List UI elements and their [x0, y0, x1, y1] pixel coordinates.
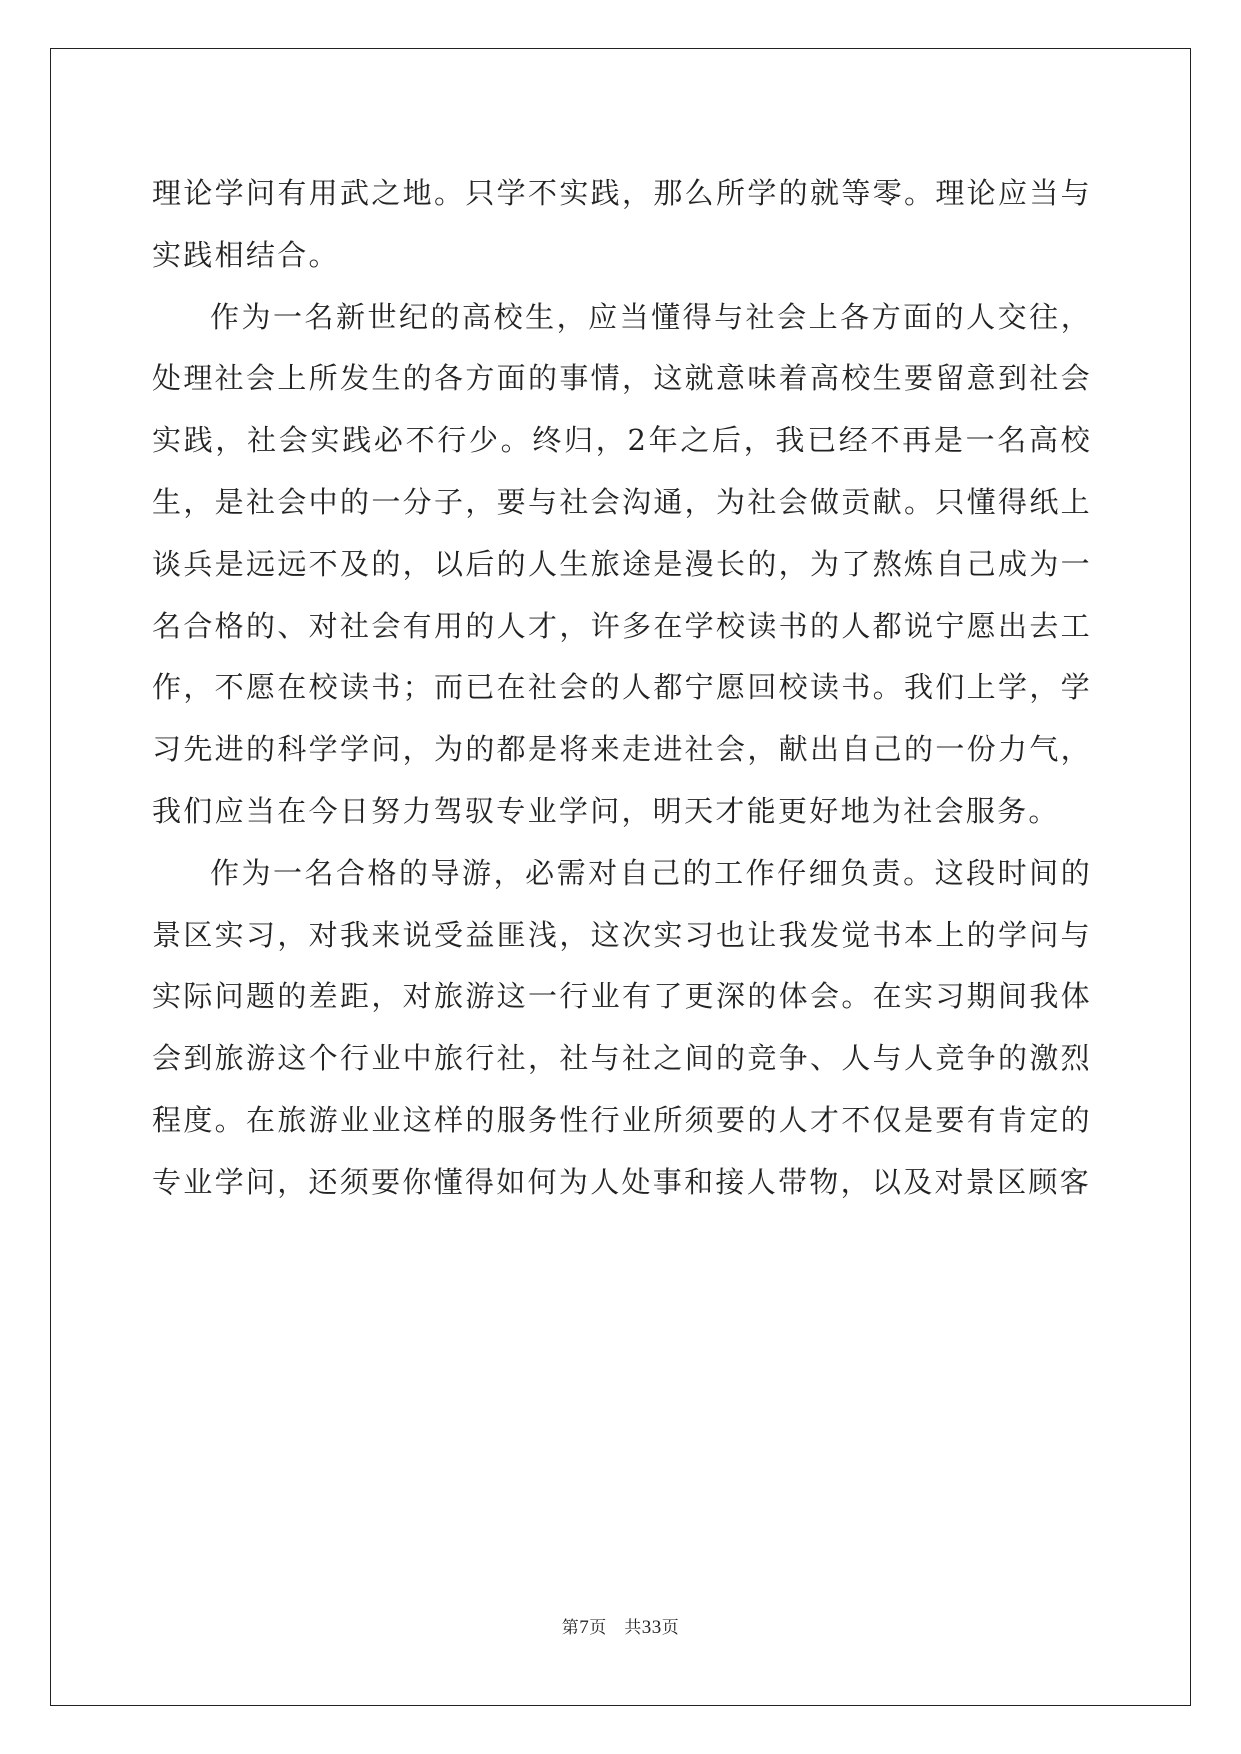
paragraph-2: 作为一名新世纪的高校生，应当懂得与社会上各方面的人交往，处理社会上所发生的各方面的事情，这就意味着高校生要留意到社会实践，社会实践必不行少。终归，2年之后，我已经不再是一名高校生，是社会中的一分子，要与社会沟通，为社会做贡献。只懂得纸上谈兵是远远不及的，以后的人生旅途是漫长的，为了熬炼自己成为一名合格的、对社会有用的人才，许多在学校读书的人都说宁愿出去工作，不愿在校读书；而已在社会的人都宁愿回校读书。我们上学，学习先进的科学学问，为的都是将来走进社会，献出自己的一份力气，我们应当在今日努力驾驭专业学问，明天才能更好地为社会服务。 — [152, 299, 1092, 828]
footer-suffix: 页 — [661, 1618, 680, 1638]
current-page-number: 7 — [579, 1617, 590, 1638]
paragraph-3: 作为一名合格的导游，必需对自己的工作仔细负责。这段时间的景区实习，对我来说受益匪浅，这次实习也让我发觉书本上的学问与实际问题的差距，对旅游这一行业有了更深的体会。在实习期间我体会到旅游这个行业中旅行社，社与社之间的竞争、人与人竞争的激烈程度。在旅游业业这样的服务性行业所须要的人才不仅是要有肯定的专业学问，还须要你懂得如何为人处事和接人带物，以及对景区顾客 — [152, 855, 1092, 1199]
page-footer — [0, 1613, 1241, 1639]
footer-prefix: 第 — [561, 1618, 580, 1638]
paragraph-1: 理论学问有用武之地。只学不实践，那么所学的就等零。理论应当与实践相结合。 — [152, 176, 1092, 272]
total-page-number: 33 — [641, 1617, 662, 1638]
footer-middle: 页 共 — [589, 1618, 642, 1638]
document-body — [152, 163, 1092, 1214]
